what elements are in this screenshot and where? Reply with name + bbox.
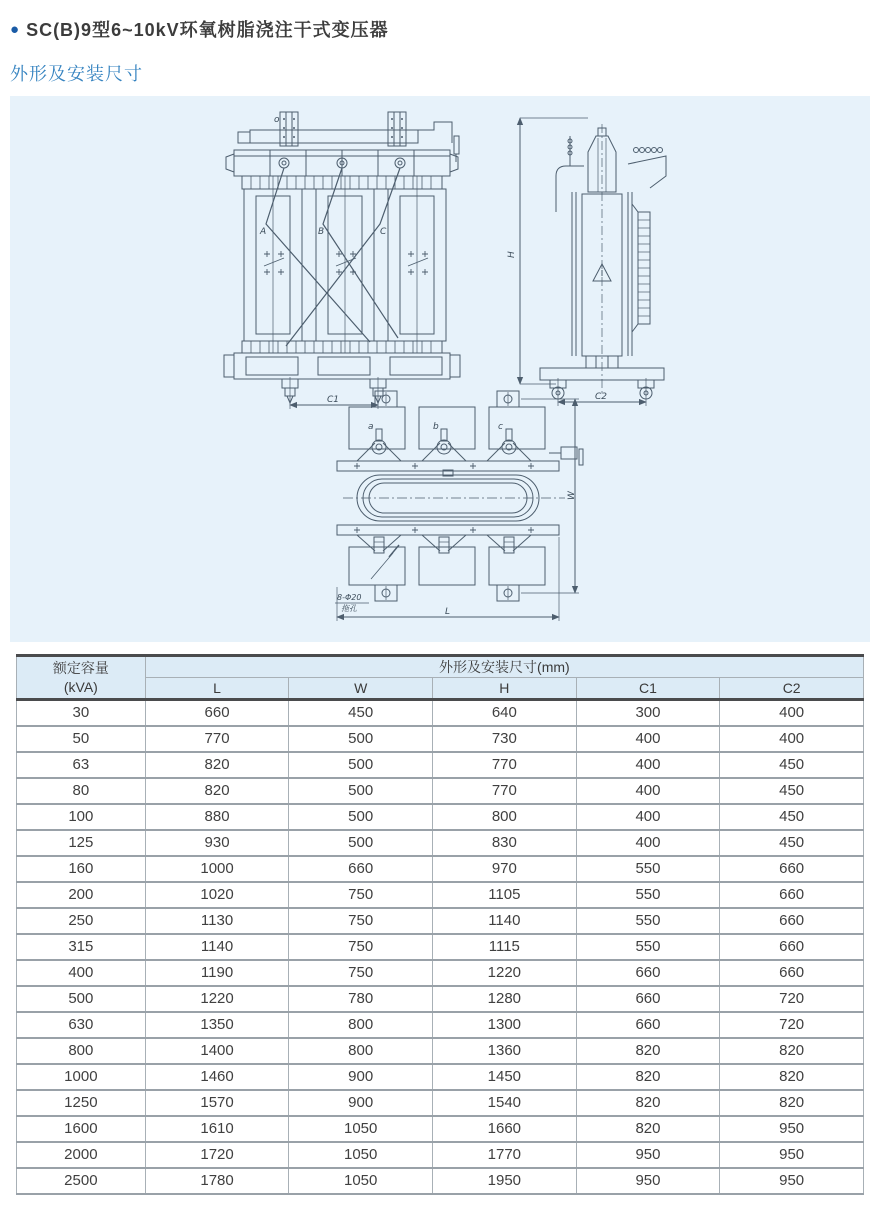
capacity-value: 400 <box>17 960 146 986</box>
rated-capacity-unit: (kVA) <box>63 678 98 695</box>
dimension-value: 660 <box>720 856 864 882</box>
dimension-value: 1660 <box>433 1116 577 1142</box>
dimension-value: 1400 <box>145 1038 289 1064</box>
dimension-value: 450 <box>720 830 864 856</box>
dimension-value: 1220 <box>145 986 289 1012</box>
dimension-value: 1350 <box>145 1012 289 1038</box>
dimension-value: 750 <box>289 908 433 934</box>
dimension-value: 660 <box>720 934 864 960</box>
dimension-value: 1570 <box>145 1090 289 1116</box>
dimension-value: 1115 <box>433 934 577 960</box>
dimension-value: 750 <box>289 934 433 960</box>
dimension-value: 1280 <box>433 986 577 1012</box>
dimensions-group-header: 外形及安装尺寸(mm) <box>145 656 863 678</box>
capacity-value: 160 <box>17 856 146 882</box>
dimension-value: 450 <box>720 804 864 830</box>
capacity-value: 1000 <box>17 1064 146 1090</box>
dimension-value: 550 <box>576 882 720 908</box>
capacity-value: 50 <box>17 726 146 752</box>
front-view-phase-b-label: B <box>318 227 325 237</box>
table-row <box>17 908 864 934</box>
capacity-value: 30 <box>17 700 146 726</box>
capacity-value: 2000 <box>17 1142 146 1168</box>
dimension-value: 1460 <box>145 1064 289 1090</box>
table-row <box>17 1064 864 1090</box>
dimension-value: 800 <box>433 804 577 830</box>
front-view-drawing <box>220 106 470 414</box>
table-body <box>17 700 864 1194</box>
dimension-value: 770 <box>433 778 577 804</box>
dimension-value: 1050 <box>289 1142 433 1168</box>
front-view-phase-c-label: C <box>380 227 387 237</box>
dimension-value: 400 <box>576 726 720 752</box>
dimension-value: 1190 <box>145 960 289 986</box>
dimension-value: 550 <box>576 934 720 960</box>
dimension-value: 450 <box>720 752 864 778</box>
drawing-panel <box>10 96 870 642</box>
dimension-value: 930 <box>145 830 289 856</box>
table-row <box>17 726 864 752</box>
table-row <box>17 1142 864 1168</box>
dimension-value: 820 <box>576 1090 720 1116</box>
table-row <box>17 778 864 804</box>
capacity-value: 315 <box>17 934 146 960</box>
table-header-row-1 <box>17 656 864 678</box>
dimension-value: 660 <box>576 960 720 986</box>
dimension-value: 1770 <box>433 1142 577 1168</box>
capacity-value: 63 <box>17 752 146 778</box>
dimension-value: 500 <box>289 830 433 856</box>
dim-label-c2: C2 <box>595 392 608 402</box>
dimension-value: 950 <box>576 1168 720 1194</box>
dimension-value: 820 <box>720 1038 864 1064</box>
capacity-value: 250 <box>17 908 146 934</box>
dimension-value: 1780 <box>145 1168 289 1194</box>
table-row <box>17 882 864 908</box>
table-row <box>17 986 864 1012</box>
dimension-value: 660 <box>289 856 433 882</box>
dimension-value: 1450 <box>433 1064 577 1090</box>
dimension-value: 660 <box>145 700 289 726</box>
table-row <box>17 934 864 960</box>
dimension-value: 400 <box>576 778 720 804</box>
dimension-value: 660 <box>720 908 864 934</box>
dimension-value: 770 <box>145 726 289 752</box>
dimension-value: 830 <box>433 830 577 856</box>
dimension-value: 720 <box>720 986 864 1012</box>
dimension-value: 820 <box>145 778 289 804</box>
dimension-value: 1020 <box>145 882 289 908</box>
document-title: SC(B)9型6~10kV环氧树脂浇注干式变压器 <box>26 20 389 40</box>
dimension-value: 950 <box>720 1116 864 1142</box>
dim-label-w: W <box>567 491 577 500</box>
table-row <box>17 1090 864 1116</box>
dimension-value: 400 <box>576 752 720 778</box>
top-view-phase-c-label: c <box>498 422 503 432</box>
table-row <box>17 856 864 882</box>
hole-note-line1: 8-Φ20 <box>337 593 362 602</box>
dimension-value: 550 <box>576 908 720 934</box>
dimension-value: 1610 <box>145 1116 289 1142</box>
rated-capacity-header <box>17 656 146 700</box>
dimension-value: 750 <box>289 882 433 908</box>
dimension-value: 720 <box>720 1012 864 1038</box>
dimension-value: 450 <box>289 700 433 726</box>
dimension-value: 660 <box>576 1012 720 1038</box>
capacity-value: 500 <box>17 986 146 1012</box>
table-row <box>17 804 864 830</box>
dimension-value: 550 <box>576 856 720 882</box>
top-view-drawing <box>325 387 587 629</box>
table-row <box>17 1012 864 1038</box>
dimension-value: 660 <box>576 986 720 1012</box>
dimension-value: 660 <box>720 960 864 986</box>
capacity-value: 800 <box>17 1038 146 1064</box>
dimension-value: 400 <box>720 726 864 752</box>
table-row <box>17 830 864 856</box>
table-row <box>17 1168 864 1194</box>
dimension-value: 820 <box>576 1116 720 1142</box>
section-heading: 外形及安装尺寸 <box>10 64 143 84</box>
column-header-l: L <box>145 678 289 700</box>
dimension-value: 1140 <box>145 934 289 960</box>
dimension-value: 820 <box>576 1038 720 1064</box>
dimension-value: 950 <box>576 1142 720 1168</box>
dim-label-c1: C1 <box>327 395 340 405</box>
dimension-value: 820 <box>720 1064 864 1090</box>
dimension-value: 1360 <box>433 1038 577 1064</box>
rated-capacity-label: 额定容量 <box>52 659 109 676</box>
dimension-value: 1720 <box>145 1142 289 1168</box>
table-row <box>17 960 864 986</box>
dimension-value: 950 <box>720 1142 864 1168</box>
dimension-value: 970 <box>433 856 577 882</box>
dimension-value: 950 <box>720 1168 864 1194</box>
dimension-value: 1140 <box>433 908 577 934</box>
front-view-phase-a-label: A <box>260 227 267 237</box>
dimension-value: 300 <box>576 700 720 726</box>
top-view-phase-b-label: b <box>433 422 439 432</box>
capacity-value: 125 <box>17 830 146 856</box>
dimension-value: 1300 <box>433 1012 577 1038</box>
dim-label-l: L <box>445 607 451 617</box>
document-title-row <box>10 16 880 42</box>
side-view-drawing <box>500 104 705 412</box>
dimension-value: 450 <box>720 778 864 804</box>
table-row <box>17 700 864 726</box>
dimension-value: 400 <box>720 700 864 726</box>
dimension-value: 1540 <box>433 1090 577 1116</box>
dimension-value: 400 <box>576 830 720 856</box>
dimension-value: 1050 <box>289 1116 433 1142</box>
dimension-value: 500 <box>289 752 433 778</box>
dimension-value: 500 <box>289 778 433 804</box>
dimension-value: 660 <box>720 882 864 908</box>
dimension-value: 500 <box>289 726 433 752</box>
dimension-value: 730 <box>433 726 577 752</box>
dimension-value: 800 <box>289 1012 433 1038</box>
dimension-value: 1130 <box>145 908 289 934</box>
dimension-value: 500 <box>289 804 433 830</box>
capacity-value: 80 <box>17 778 146 804</box>
dimension-value: 640 <box>433 700 577 726</box>
column-header-c2: C2 <box>720 678 864 700</box>
column-header-h: H <box>433 678 577 700</box>
dimension-value: 1000 <box>145 856 289 882</box>
capacity-value: 1600 <box>17 1116 146 1142</box>
hole-note-line2: 拖孔 <box>341 604 357 613</box>
column-header-w: W <box>289 678 433 700</box>
dimension-value: 1105 <box>433 882 577 908</box>
dimension-value: 800 <box>289 1038 433 1064</box>
dimension-value: 820 <box>720 1090 864 1116</box>
dimension-value: 1950 <box>433 1168 577 1194</box>
dimension-value: 820 <box>145 752 289 778</box>
dimensions-table <box>16 654 864 1195</box>
column-header-c1: C1 <box>576 678 720 700</box>
table-row <box>17 752 864 778</box>
dimension-value: 900 <box>289 1064 433 1090</box>
capacity-value: 1250 <box>17 1090 146 1116</box>
capacity-value: 2500 <box>17 1168 146 1194</box>
dimension-value: 780 <box>289 986 433 1012</box>
dimension-value: 770 <box>433 752 577 778</box>
dimension-value: 750 <box>289 960 433 986</box>
capacity-value: 200 <box>17 882 146 908</box>
capacity-value: 630 <box>17 1012 146 1038</box>
dim-label-h: H <box>507 251 517 258</box>
dimension-value: 400 <box>576 804 720 830</box>
dimension-value: 1220 <box>433 960 577 986</box>
dimension-value: 880 <box>145 804 289 830</box>
capacity-value: 100 <box>17 804 146 830</box>
dimension-value: 1050 <box>289 1168 433 1194</box>
bullet-icon: ● <box>10 20 20 38</box>
top-view-phase-a-label: a <box>368 422 374 432</box>
dimension-value: 900 <box>289 1090 433 1116</box>
dimension-value: 820 <box>576 1064 720 1090</box>
table-row <box>17 1038 864 1064</box>
table-row <box>17 1116 864 1142</box>
front-view-o-label: o <box>274 115 280 125</box>
